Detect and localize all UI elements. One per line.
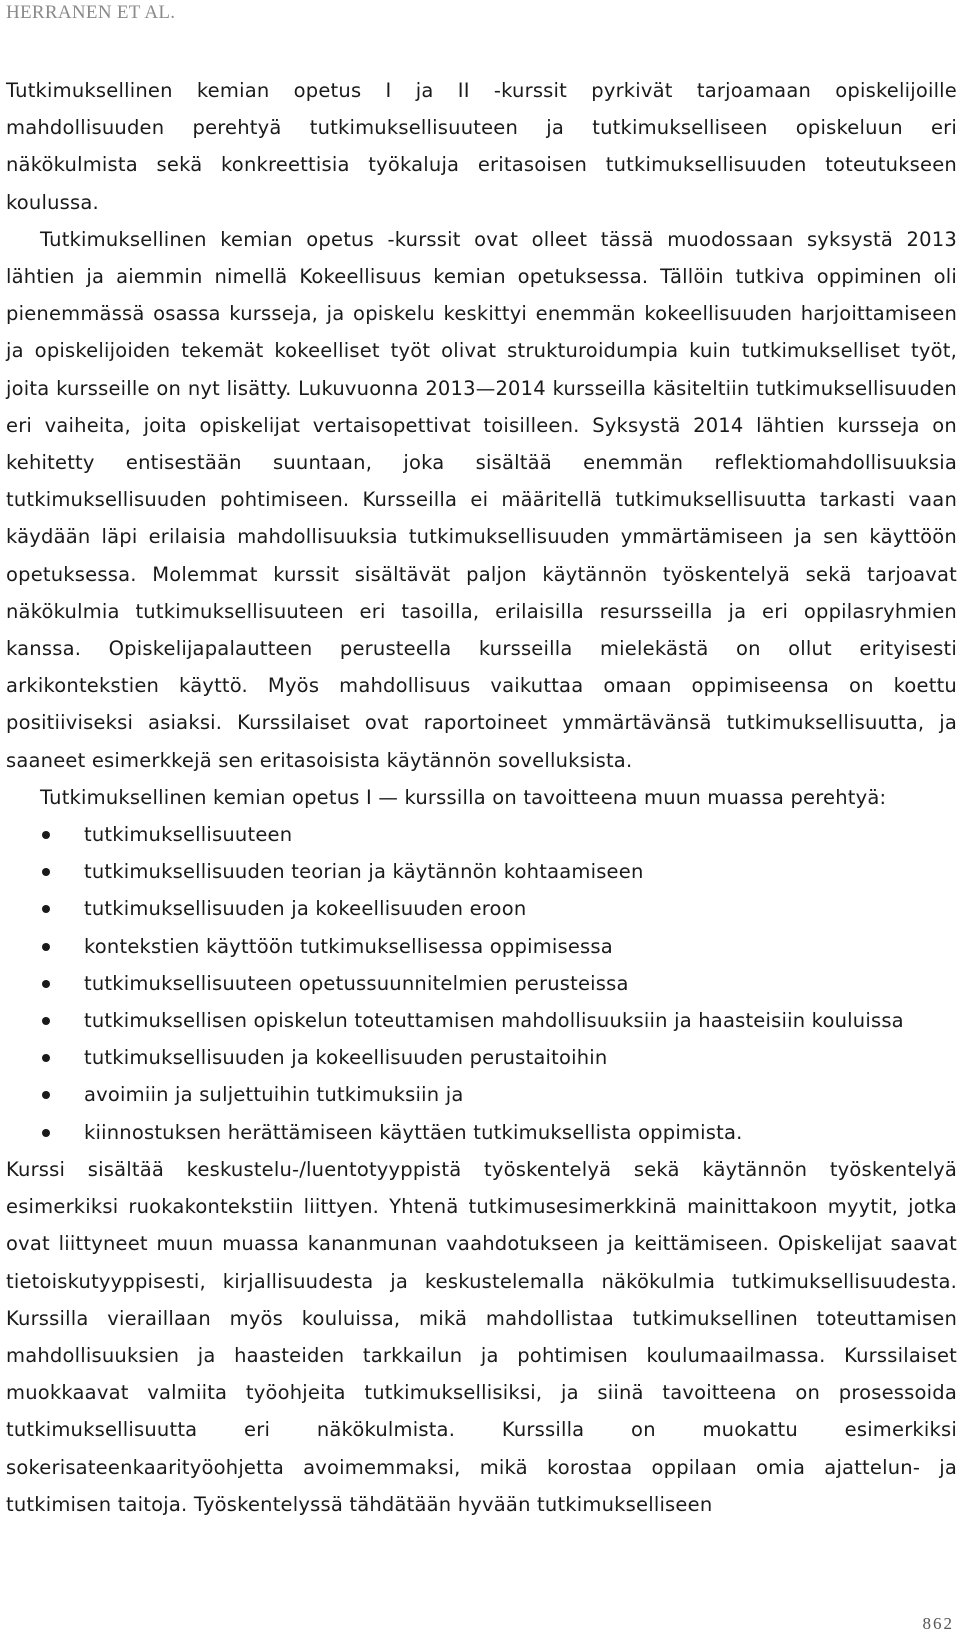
bullet-icon bbox=[42, 1129, 50, 1137]
article-body bbox=[6, 72, 957, 1523]
list-item bbox=[6, 1114, 957, 1151]
paragraph-course-goals-intro: Tutkimuksellinen kemian opetus I — kurssilla on tavoitteena muun muassa perehtyä: bbox=[40, 785, 887, 809]
list-item bbox=[6, 1076, 957, 1113]
list-item-text: kontekstien käyttöön tutkimuksellisessa oppimisessa bbox=[84, 934, 613, 958]
paragraph-intro: Tutkimuksellinen kemian opetus I ja II -kurssit pyrkivät tarjoamaan opiskelijoille mahdollisuuden perehtyä tutkimuksellisuuteen ja tutkimukselliseen opiskeluun eri näkökulmista sekä konkreettisia työkaluja eritasoisen tutkimuksellisuuden toteutukseen koulussa. bbox=[6, 79, 957, 214]
list-item bbox=[6, 965, 957, 1002]
bullet-icon bbox=[42, 943, 50, 951]
list-item-text: tutkimuksellisuuden ja kokeellisuuden eroon bbox=[84, 897, 527, 921]
goals-list bbox=[6, 816, 957, 1151]
list-item-text: tutkimuksellisuuden teorian ja käytännön kohtaamiseen bbox=[84, 860, 644, 884]
bullet-icon bbox=[42, 980, 50, 988]
list-item bbox=[6, 1039, 957, 1076]
running-head: HERRANEN ET AL. bbox=[6, 2, 176, 23]
bullet-icon bbox=[42, 1091, 50, 1099]
paragraph-course-contents: Kurssi sisältää keskustelu-/luentotyyppistä työskentelyä sekä käytännön työskentelyä esimerkiksi ruokakontekstiin liittyen. Yhtenä tutkimusesimerkkinä mainittakoon myytit, jotka ovat liittyneet muun muassa kananmunan vaahdotukseen ja keittämiseen. Opiskelijat saavat tietoiskutyyppisesti, kirjallisuudesta ja keskustelemalla näkökulmia tutkimuksellisuudesta. Kurssilla vieraillaan myös kouluissa, mikä mahdollistaa tutkimuksellinen toteuttamisen mahdollisuuksien ja haasteiden tarkkailun ja pohtimisen koulumaailmassa. Kurssilaiset muokkaavat valmiita työohjeita tutkimuksellisiksi, ja siinä tavoitteena on prosessoida tutkimuksellisuutta eri näkökulmista. Kurssilla on muokattu esimerkiksi sokerisateenkaarityöohjetta avoimemmaksi, mikä korostaa oppilaan omia ajattelun- ja tutkimisen taitoja. Työskentelyssä tähdätään hyvään tutkimukselliseen bbox=[6, 1157, 957, 1516]
list-item bbox=[6, 816, 957, 853]
bullet-icon bbox=[42, 831, 50, 839]
list-item-text: tutkimuksellisuuden ja kokeellisuuden perustaitoihin bbox=[84, 1046, 608, 1070]
list-item bbox=[6, 1002, 957, 1039]
list-item-text: tutkimuksellisuuteen bbox=[84, 823, 293, 847]
bullet-icon bbox=[42, 868, 50, 876]
bullet-icon bbox=[42, 1017, 50, 1025]
list-item bbox=[6, 890, 957, 927]
list-item bbox=[6, 853, 957, 890]
list-item-text: avoimiin ja suljettuihin tutkimuksiin ja bbox=[84, 1083, 464, 1107]
list-item-text: tutkimuksellisen opiskelun toteuttamisen mahdollisuuksiin ja haasteisiin kouluissa bbox=[84, 1009, 904, 1033]
list-item bbox=[6, 928, 957, 965]
bullet-icon bbox=[42, 905, 50, 913]
list-item-text: tutkimuksellisuuteen opetussuunnitelmien perusteissa bbox=[84, 971, 629, 995]
bullet-icon bbox=[42, 1054, 50, 1062]
paragraph-course-history: Tutkimuksellinen kemian opetus -kurssit ovat olleet tässä muodossaan syksystä 2013 lähtien ja aiemmin nimellä Kokeellisuus kemian opetuksessa. Tällöin tutkiva oppiminen oli pienemmässä osassa kursseja, ja opiskelu keskittyi enemmän kokeellisuuden harjoittamiseen ja opiskelijoiden tekemät kokeelliset työt olivat strukturoidumpia kuin tutkimukselliset työt, joita kursseille on nyt lisätty. Lukuvuonna 2013—2014 kursseilla käsiteltiin tutkimuksellisuuden eri vaiheita, joita opiskelijat vertaisopettivat toisilleen. Syksystä 2014 lähtien kursseja on kehitetty entisestään suuntaan, joka sisältää enemmän reflektiomahdollisuuksia tutkimuksellisuuden pohtimiseen. Kursseilla ei määritellä tutkimuksellisuutta tarkasti vaan käydään läpi erilaisia mahdollisuuksia tutkimuksellisuuden ymmärtämiseen ja sen käyttöön opetuksessa. Molemmat kurssit sisältävät paljon käytännön työskentelyä sekä tarjoavat näkökulmia tutkimuksellisuuteen eri tasoilla, erilaisilla resursseilla ja eri oppilasryhmien kanssa. Opiskelijapalautteen perusteella kursseilla mielekästä on ollut erityisesti arkikontekstien käyttö. Myös mahdollisuus vaikuttaa omaan oppimiseensa on koettu positiiviseksi asiaksi. Kurssilaiset ovat raportoineet ymmärtävänsä tutkimuksellisuutta, ja saaneet esimerkkejä sen eritasoisista käytännön sovelluksista. bbox=[6, 227, 957, 772]
list-item-text: kiinnostuksen herättämiseen käyttäen tutkimuksellista oppimista. bbox=[84, 1120, 743, 1144]
page-number: 862 bbox=[922, 1614, 954, 1633]
